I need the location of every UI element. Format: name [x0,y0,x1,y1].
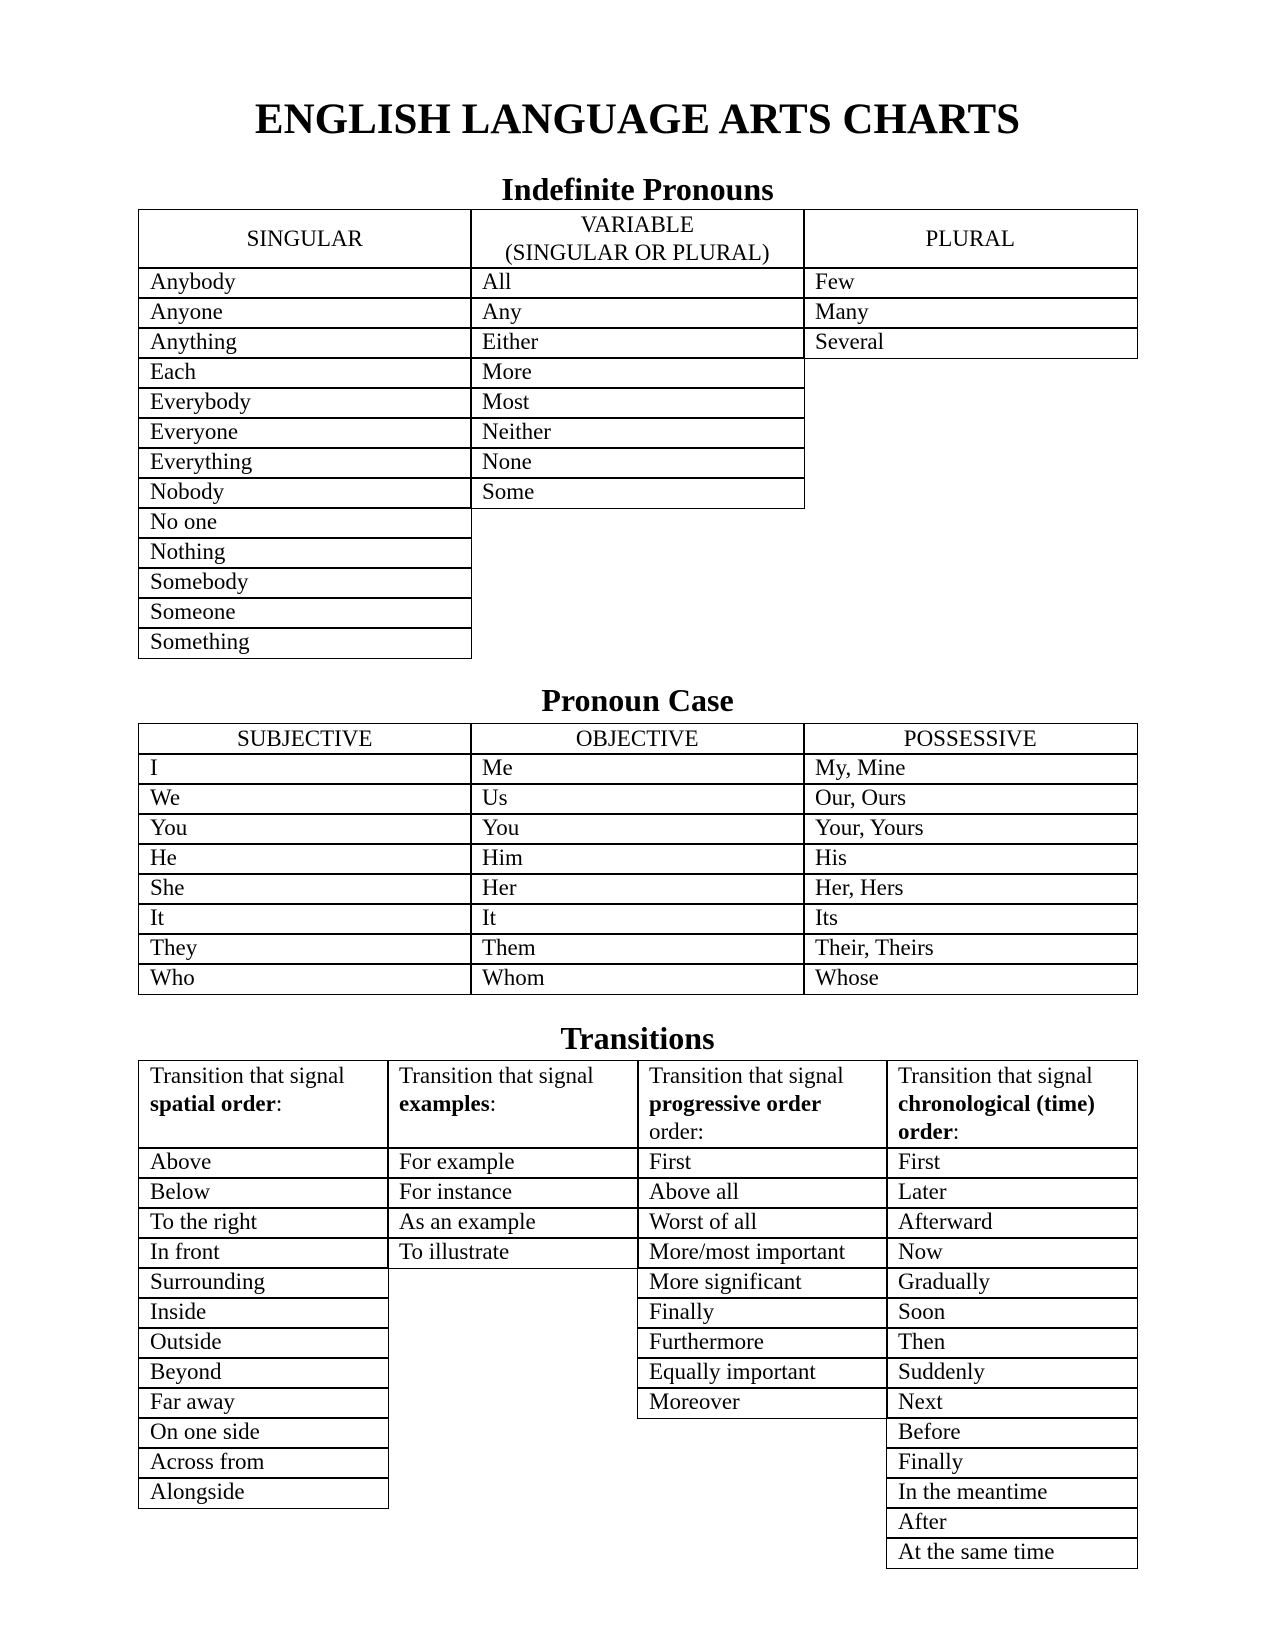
indefinite-cell: Nobody [138,477,472,509]
header-suffix: order: [649,1119,704,1144]
case-cell: Them [470,933,805,965]
case-cell: Who [138,963,472,995]
indefinite-cell: Anything [138,327,472,359]
transitions-cell: Above [138,1147,389,1179]
transitions-cell: Equally important [637,1357,888,1389]
case-cell: He [138,843,472,875]
indefinite-cell: Any [470,297,805,329]
transitions-cell: Across from [138,1447,389,1479]
case-header-subjective: SUBJECTIVE [138,723,472,755]
case-cell: Us [470,783,805,815]
header-bold: chronological (time) order [898,1091,1095,1144]
indefinite-cell: Anyone [138,297,472,329]
indefinite-cell: Something [138,627,472,659]
case-cell: It [470,903,805,935]
indefinite-cell: Everybody [138,387,472,419]
transitions-cell: Surrounding [138,1267,389,1299]
indefinite-cell: Some [470,477,805,509]
pronoun-case-title: Pronoun Case [541,682,734,718]
header-line: SINGULAR [246,225,363,251]
case-cell: His [803,843,1138,875]
case-cell: Her [470,873,805,905]
transitions-cell: More/most important [637,1237,888,1269]
case-header-objective: OBJECTIVE [470,723,805,755]
transitions-cell: In the meantime [886,1477,1138,1509]
case-cell: Whom [470,963,805,995]
indefinite-cell: More [470,357,805,389]
case-cell: Our, Ours [803,783,1138,815]
transitions-cell: Next [886,1387,1138,1419]
transitions-cell: Suddenly [886,1357,1138,1389]
indefinite-cell: Nothing [138,537,472,569]
transitions-header-2 [637,1060,888,1149]
indefinite-cell: Everyone [138,417,472,449]
transitions-header-0 [138,1060,389,1149]
header-suffix: : [952,1119,960,1144]
indefinite-pronouns-title: Indefinite Pronouns [501,171,774,207]
transitions-cell: Far away [138,1387,389,1419]
indefinite-cell: Neither [470,417,805,449]
indefinite-cell: Either [470,327,805,359]
indefinite-cell: Someone [138,597,472,629]
case-header-possessive: POSSESSIVE [803,723,1138,755]
transitions-header-1 [387,1060,639,1149]
transitions-cell: For example [387,1147,639,1179]
case-cell: It [138,903,472,935]
transitions-title: Transitions [560,1020,715,1056]
transitions-cell: Moreover [637,1387,888,1419]
transitions-cell: Worst of all [637,1207,888,1239]
header-bold: progressive order [649,1091,822,1116]
indefinite-header-0 [138,209,472,269]
transitions-cell: Soon [886,1297,1138,1329]
transitions-cell: Above all [637,1177,888,1209]
case-cell: They [138,933,472,965]
header-suffix: : [489,1091,497,1116]
transitions-cell: Finally [886,1447,1138,1479]
header-line: PLURAL [925,225,1015,251]
transitions-cell: Afterward [886,1207,1138,1239]
case-cell: You [138,813,472,845]
header-prefix: Transition that signal [898,1063,1093,1088]
transitions-cell: First [637,1147,888,1179]
transitions-cell: To the right [138,1207,389,1239]
transitions-cell: More significant [637,1267,888,1299]
transitions-cell: Below [138,1177,389,1209]
header-line: VARIABLE [580,211,694,237]
header-prefix: Transition that signal [150,1063,345,1088]
transitions-header-3 [886,1060,1138,1149]
transitions-cell: First [886,1147,1138,1179]
case-cell: Your, Yours [803,813,1138,845]
indefinite-cell: All [470,267,805,299]
transitions-cell: Alongside [138,1477,389,1509]
transitions-cell: Later [886,1177,1138,1209]
indefinite-cell: Most [470,387,805,419]
transitions-cell: Then [886,1327,1138,1359]
case-cell: You [470,813,805,845]
page-title: ENGLISH LANGUAGE ARTS CHARTS [254,96,1021,143]
transitions-cell: For instance [387,1177,639,1209]
transitions-cell: As an example [387,1207,639,1239]
transitions-cell: On one side [138,1417,389,1449]
indefinite-cell: Each [138,357,472,389]
indefinite-cell: Somebody [138,567,472,599]
indefinite-header-1 [470,209,805,269]
header-prefix: Transition that signal [649,1063,844,1088]
case-cell: Their, Theirs [803,933,1138,965]
header-prefix: Transition that signal [399,1063,594,1088]
case-cell: Me [470,753,805,785]
header-bold: examples [399,1091,490,1116]
case-cell: Its [803,903,1138,935]
indefinite-cell: None [470,447,805,479]
case-cell: She [138,873,472,905]
transitions-cell: Beyond [138,1357,389,1389]
header-line: (SINGULAR OR PLURAL) [505,239,770,265]
case-cell: My, Mine [803,753,1138,785]
case-cell: Him [470,843,805,875]
indefinite-cell: Several [803,327,1138,359]
transitions-cell: After [886,1507,1138,1539]
indefinite-cell: Everything [138,447,472,479]
transitions-cell: Outside [138,1327,389,1359]
case-cell: Her, Hers [803,873,1138,905]
header-bold: spatial order [150,1091,276,1116]
transitions-cell: Now [886,1237,1138,1269]
transitions-cell: Finally [637,1297,888,1329]
case-cell: We [138,783,472,815]
indefinite-cell: No one [138,507,472,539]
indefinite-cell: Few [803,267,1138,299]
indefinite-header-2 [803,209,1138,269]
case-cell: Whose [803,963,1138,995]
transitions-cell: At the same time [886,1537,1138,1569]
transitions-cell: Inside [138,1297,389,1329]
case-cell: I [138,753,472,785]
transitions-cell: In front [138,1237,389,1269]
transitions-cell: To illustrate [387,1237,639,1269]
transitions-cell: Gradually [886,1267,1138,1299]
transitions-cell: Furthermore [637,1327,888,1359]
indefinite-cell: Anybody [138,267,472,299]
header-suffix: : [275,1091,283,1116]
indefinite-cell: Many [803,297,1138,329]
transitions-cell: Before [886,1417,1138,1449]
